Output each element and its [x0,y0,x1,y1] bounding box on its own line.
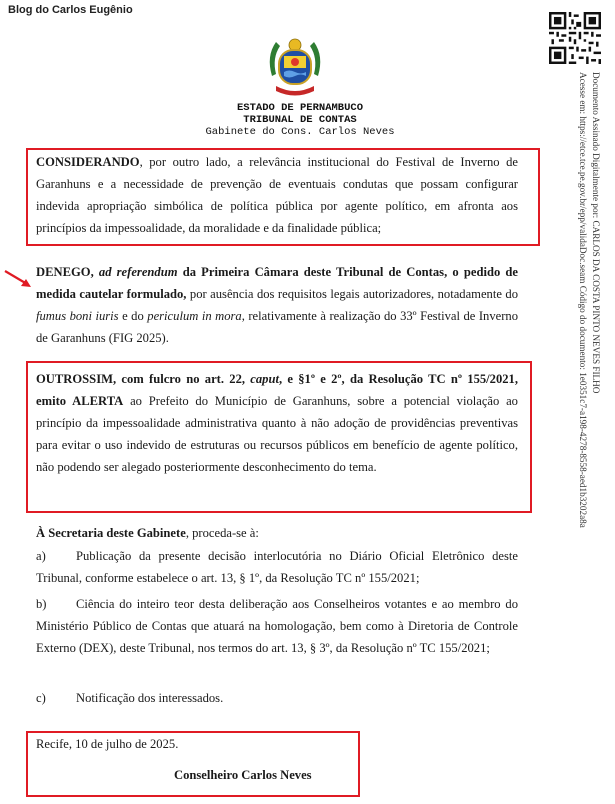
secretaria-lead: À Secretaria deste Gabinete [36,526,186,540]
denego-lead-rest: da Primeira Câmara deste Tribunal de Contas, o pedido de medida cautelar formulado, [36,265,519,301]
denego-lead: DENEGO, [36,265,94,279]
outrossim-lead-2: , e §1º e 2º, da Resolução TC nº 155/2021, emito ALERTA [36,372,518,408]
header-office: Gabinete do Cons. Carlos Neves [205,126,395,138]
item-label: a) [36,549,46,563]
list-item [36,593,518,659]
denego-fumus: fumus boni iuris [36,309,119,323]
header-court: TRIBUNAL DE CONTAS [243,114,357,126]
item-label: b) [36,597,47,611]
signature-line-1: Documento Assinado Digitalmente por: CARLOS DA COSTA PINTO NEVES FILHO [591,72,601,394]
paragraph-secretaria [36,522,518,544]
denego-text-1: por ausência dos requisitos legais autorizadores, notadamente do [186,287,518,301]
denego-text-2: e do [118,309,148,323]
red-arrow-icon [3,268,33,290]
place-date: Recife, 10 de julho de 2025. [36,737,179,751]
signer-name: Conselheiro Carlos Neves [174,768,312,782]
considerando-lead: CONSIDERANDO [36,155,140,169]
denego-italic: ad referendum [98,265,178,279]
considerando-text: , por outro lado, a relevância institucional do Festival de Inverno de Garanhuns e a necessidade de prevenção de eventuais condutas que possam configurar indevida apropriação simbólica de política pública por agente político, em afronta aos princípios da impessoalidade, da moralidade e da finalidade pública; [36,155,518,235]
denego-text-3: , relativamente à realização do 33º Festival de Inverno de Garanhuns (FIG 2025). [36,309,519,345]
paragraph-considerando [36,151,518,239]
paragraph-outrossim [36,368,518,478]
blog-watermark: Blog do Carlos Eugênio [8,4,133,16]
secretaria-text: , proceda-se à: [185,526,259,540]
digital-signature-note [560,72,602,632]
item-text: Ciência do inteiro teor desta deliberação aos Conselheiros votantes e ao membro do Ministério Público de Contas que atuará na homologação, bem como à Diretoria de Controle Externo (DEX), deste Tribunal, nos termos do art. 13, § 3º, da Resolução nº TC 155/2021; [36,597,518,655]
denego-periculum: periculum in mora [147,309,242,323]
outrossim-text: ao Prefeito do Município de Garanhuns, sobre a potencial violação ao princípio da impessoalidade administrativa quanto à não adoção de providências preventivas para evitar o uso indevido de estruturas ou recursos públicos em benefício de agente político, não podendo ser alegado posteriormente desconhecimento do tema. [36,394,518,474]
pernambuco-coat-of-arms [266,36,324,100]
header-state: ESTADO DE PERNAMBUCO [236,102,364,114]
list-item [36,545,518,589]
outrossim-caput: caput [250,372,279,386]
qr-code [549,12,601,64]
item-text: Publicação da presente decisão interlocutória no Diário Oficial Eletrônico deste Tribunal, conforme estabelece o art. 13, § 1º, da Resolução TC nº 155/2021; [36,549,518,585]
item-label: c) [36,691,46,705]
item-text: Notificação dos interessados. [76,691,224,705]
outrossim-lead-1: OUTROSSIM, com fulcro no art. 22, [36,372,246,386]
signature-line-2: Acesse em: https://etce.tce.pe.gov.br/epp/validaDoc.seam Código do documento: 1e0351c7-a198-4278-8558-aed1b3202a8a [578,72,588,528]
list-item [36,687,518,709]
paragraph-denego [36,261,518,349]
